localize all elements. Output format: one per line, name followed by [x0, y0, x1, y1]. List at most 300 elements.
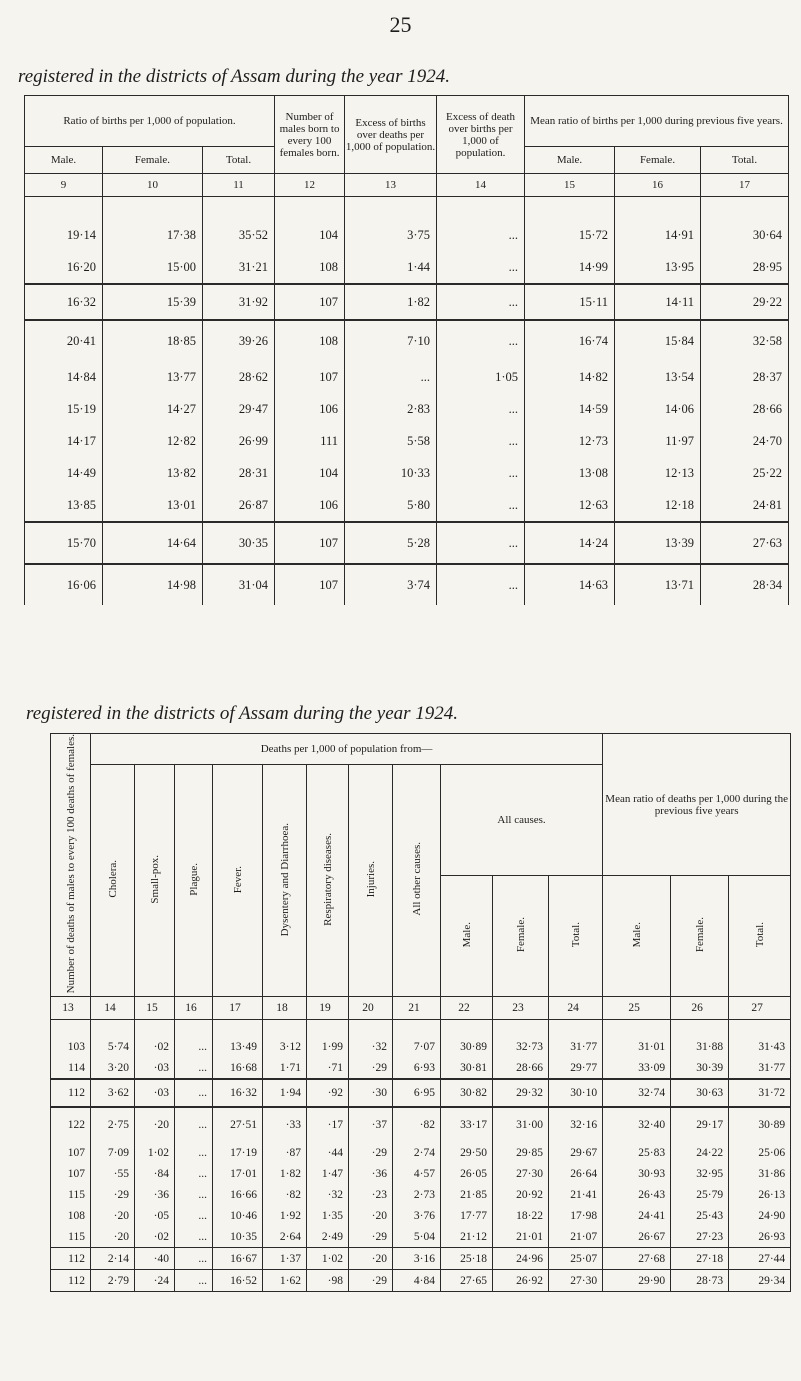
table-cell: 14·49	[25, 457, 103, 489]
table-cell: ·23	[349, 1184, 393, 1205]
table-cell: 6·95	[393, 1079, 441, 1107]
table-cell: 1·02	[307, 1248, 349, 1270]
table-cell: 24·70	[701, 425, 789, 457]
table-cell: 15·11	[525, 284, 615, 320]
table-cell: ·98	[307, 1270, 349, 1292]
table-cell: 104	[275, 219, 345, 251]
table-cell: ...	[175, 1057, 213, 1079]
table-row	[25, 320, 789, 361]
table-cell: 16·66	[213, 1184, 263, 1205]
table-cell: ...	[437, 251, 525, 284]
table-cell: ·82	[393, 1107, 441, 1142]
table-cell: 107	[275, 522, 345, 564]
birth-ratio-header: Ratio of births per 1,000 of population.	[25, 96, 275, 147]
table-cell: 29·67	[549, 1142, 603, 1163]
column-number: 17	[213, 997, 263, 1020]
table-cell: ...	[437, 489, 525, 522]
mean-total-header: Total.	[729, 876, 791, 997]
table-cell: ·33	[263, 1107, 307, 1142]
column-number: 20	[349, 997, 393, 1020]
table-cell: 14·24	[525, 522, 615, 564]
table-cell: 24·90	[729, 1205, 791, 1226]
table-cell: 10·46	[213, 1205, 263, 1226]
table-cell: 21·01	[493, 1226, 549, 1248]
table-cell: 14·98	[103, 564, 203, 605]
table-cell: 16·32	[25, 284, 103, 320]
table-cell: 15·19	[25, 393, 103, 425]
table-row	[25, 457, 789, 489]
table-cell: 24·41	[603, 1205, 671, 1226]
table-cell: 29·32	[493, 1079, 549, 1107]
column-number: 16	[175, 997, 213, 1020]
table-cell: 27·30	[493, 1163, 549, 1184]
table-cell: 28·31	[203, 457, 275, 489]
table-cell: 31·21	[203, 251, 275, 284]
table-cell: 32·16	[549, 1107, 603, 1142]
table-cell: 16·74	[525, 320, 615, 361]
table-cell: 25·18	[441, 1248, 493, 1270]
table-cell: ·29	[349, 1226, 393, 1248]
table-cell: 27·65	[441, 1270, 493, 1292]
table-cell: 1·44	[345, 251, 437, 284]
table-cell: 12·73	[525, 425, 615, 457]
table-cell: 25·79	[671, 1184, 729, 1205]
table-cell: 108	[51, 1205, 91, 1226]
table-cell: 25·83	[603, 1142, 671, 1163]
table-cell: 31·01	[603, 1036, 671, 1057]
total-header: Total.	[549, 876, 603, 997]
table-cell: 14·82	[525, 361, 615, 393]
table-cell: 20·41	[25, 320, 103, 361]
table-cell: 11·97	[615, 425, 701, 457]
column-number: 19	[307, 997, 349, 1020]
table-cell: ...	[175, 1142, 213, 1163]
mean-female-header: Female.	[615, 147, 701, 174]
table-cell: 28·62	[203, 361, 275, 393]
table-cell: ·20	[349, 1248, 393, 1270]
table-cell: ...	[175, 1205, 213, 1226]
table-cell: 14·11	[615, 284, 701, 320]
column-number: 25	[603, 997, 671, 1020]
deaths-table-body	[51, 1036, 791, 1292]
table-cell: ·87	[263, 1142, 307, 1163]
table-cell: ...	[437, 320, 525, 361]
table-row	[51, 1270, 791, 1292]
table-cell: ·30	[349, 1079, 393, 1107]
table-row	[51, 1079, 791, 1107]
table-cell: ...	[175, 1163, 213, 1184]
table-cell: ·29	[91, 1184, 135, 1205]
table-cell: 16·32	[213, 1079, 263, 1107]
table-cell: 21·41	[549, 1184, 603, 1205]
table-cell: 16·67	[213, 1248, 263, 1270]
table-cell: 2·79	[91, 1270, 135, 1292]
table-row	[25, 361, 789, 393]
table-row	[25, 564, 789, 605]
table-row	[51, 1184, 791, 1205]
table-cell: 1·05	[437, 361, 525, 393]
table-cell: 26·87	[203, 489, 275, 522]
mean-births-header: Mean ratio of births per 1,000 during previous five years.	[525, 96, 789, 147]
table-cell: 3·62	[91, 1079, 135, 1107]
table-cell: 28·37	[701, 361, 789, 393]
table-cell: 26·43	[603, 1184, 671, 1205]
column-number: 15	[525, 174, 615, 197]
table-cell: 13·01	[103, 489, 203, 522]
column-number: 17	[701, 174, 789, 197]
table-cell: 13·82	[103, 457, 203, 489]
table-cell: 26·99	[203, 425, 275, 457]
column-number: 21	[393, 997, 441, 1020]
table-cell: 122	[51, 1107, 91, 1142]
mean-male-header: Male.	[603, 876, 671, 997]
table-cell: ·36	[349, 1163, 393, 1184]
table-cell: 3·20	[91, 1057, 135, 1079]
table-cell: 31·43	[729, 1036, 791, 1057]
table-row	[51, 1057, 791, 1079]
table-cell: 28·66	[493, 1057, 549, 1079]
table-cell: 33·09	[603, 1057, 671, 1079]
table-cell: 1·02	[135, 1142, 175, 1163]
table-cell: 29·90	[603, 1270, 671, 1292]
table-cell: ·05	[135, 1205, 175, 1226]
table-cell: 30·64	[701, 219, 789, 251]
table-cell: 2·75	[91, 1107, 135, 1142]
deaths-from-header: Deaths per 1,000 of population from—	[91, 734, 603, 765]
table-cell: 14·64	[103, 522, 203, 564]
plague-header: Plague.	[175, 765, 213, 997]
table-cell: 27·63	[701, 522, 789, 564]
table-cell: 31·77	[729, 1057, 791, 1079]
table-cell: 31·72	[729, 1079, 791, 1107]
table-cell: 1·62	[263, 1270, 307, 1292]
table-cell: 5·58	[345, 425, 437, 457]
table-cell: 29·50	[441, 1142, 493, 1163]
column-number: 24	[549, 997, 603, 1020]
table-cell: 13·71	[615, 564, 701, 605]
table-cell: ...	[175, 1270, 213, 1292]
table-cell: 15·72	[525, 219, 615, 251]
table-cell: 30·89	[441, 1036, 493, 1057]
column-number: 9	[25, 174, 103, 197]
table-cell: 107	[275, 284, 345, 320]
table-cell: 16·52	[213, 1270, 263, 1292]
table-cell: 10·33	[345, 457, 437, 489]
table-cell: 112	[51, 1079, 91, 1107]
table-cell: 15·39	[103, 284, 203, 320]
table-cell: 26·92	[493, 1270, 549, 1292]
table-cell: 25·06	[729, 1142, 791, 1163]
column-number: 22	[441, 997, 493, 1020]
table-cell: 21·07	[549, 1226, 603, 1248]
table-cell: 1·82	[263, 1163, 307, 1184]
column-number: 26	[671, 997, 729, 1020]
table-cell: 28·34	[701, 564, 789, 605]
table-cell: 21·12	[441, 1226, 493, 1248]
table-cell: 26·93	[729, 1226, 791, 1248]
table-cell: ·02	[135, 1036, 175, 1057]
males-per-100-header: Number of males born to every 100 females born.	[275, 96, 345, 174]
table-cell: 14·59	[525, 393, 615, 425]
column-number: 13	[51, 997, 91, 1020]
table-cell: 104	[275, 457, 345, 489]
mean-total-header: Total.	[701, 147, 789, 174]
table-cell: 15·84	[615, 320, 701, 361]
table-cell: 17·01	[213, 1163, 263, 1184]
table-cell: ...	[175, 1079, 213, 1107]
table-cell: 111	[275, 425, 345, 457]
table-cell: 21·85	[441, 1184, 493, 1205]
excess-births-header: Excess of births over deaths per 1,000 of population.	[345, 96, 437, 174]
table-cell: 1·82	[345, 284, 437, 320]
table-cell: 16·06	[25, 564, 103, 605]
table-row	[51, 1107, 791, 1142]
table-row	[25, 219, 789, 251]
table-cell: 14·63	[525, 564, 615, 605]
table-cell: 1·47	[307, 1163, 349, 1184]
death-ratio-header: Number of deaths of males to every 100 deaths of females.	[51, 734, 91, 997]
table-cell: 106	[275, 489, 345, 522]
male-header: Male.	[441, 876, 493, 997]
column-number: 13	[345, 174, 437, 197]
table-cell: 30·82	[441, 1079, 493, 1107]
dysentery-header: Dysentery and Diarrhoea.	[263, 765, 307, 997]
table-cell: 24·81	[701, 489, 789, 522]
table-row	[51, 1226, 791, 1248]
table-cell: 3·76	[393, 1205, 441, 1226]
table-cell: 26·64	[549, 1163, 603, 1184]
births-table-body	[25, 219, 789, 605]
table-cell: 15·00	[103, 251, 203, 284]
table-cell: 3·12	[263, 1036, 307, 1057]
table-cell: 112	[51, 1248, 91, 1270]
table-cell: 39·26	[203, 320, 275, 361]
table-cell: 26·05	[441, 1163, 493, 1184]
table-cell: ...	[175, 1248, 213, 1270]
table-cell: 16·68	[213, 1057, 263, 1079]
table-cell: 27·30	[549, 1270, 603, 1292]
table-cell: 29·85	[493, 1142, 549, 1163]
table-cell: 1·71	[263, 1057, 307, 1079]
column-number: 16	[615, 174, 701, 197]
table-cell: 7·09	[91, 1142, 135, 1163]
table-row	[51, 1036, 791, 1057]
table-cell: 12·13	[615, 457, 701, 489]
table-cell: 28·73	[671, 1270, 729, 1292]
table-row	[25, 393, 789, 425]
table-cell: 32·40	[603, 1107, 671, 1142]
table-cell: 5·74	[91, 1036, 135, 1057]
table-cell: ·82	[263, 1184, 307, 1205]
table-cell: 2·73	[393, 1184, 441, 1205]
table-cell: ...	[175, 1184, 213, 1205]
mean-male-header: Male.	[525, 147, 615, 174]
table-cell: ·17	[307, 1107, 349, 1142]
table-cell: 13·54	[615, 361, 701, 393]
table-cell: 27·44	[729, 1248, 791, 1270]
table-cell: ·36	[135, 1184, 175, 1205]
table-cell: 107	[51, 1163, 91, 1184]
table-cell: 31·88	[671, 1036, 729, 1057]
table-cell: 31·00	[493, 1107, 549, 1142]
table-cell: 2·49	[307, 1226, 349, 1248]
table-cell: 32·73	[493, 1036, 549, 1057]
table-cell: 18·85	[103, 320, 203, 361]
table-cell: 115	[51, 1184, 91, 1205]
table-cell: 14·27	[103, 393, 203, 425]
female-header: Female.	[493, 876, 549, 997]
table-cell: 12·18	[615, 489, 701, 522]
table-cell: ·20	[135, 1107, 175, 1142]
table-cell: 13·49	[213, 1036, 263, 1057]
table-cell: 3·74	[345, 564, 437, 605]
table-cell: 27·51	[213, 1107, 263, 1142]
table-cell: 29·47	[203, 393, 275, 425]
smallpox-header: Small-pox.	[135, 765, 175, 997]
table-cell: ·29	[349, 1270, 393, 1292]
table-cell: 5·28	[345, 522, 437, 564]
table-cell: ...	[437, 219, 525, 251]
table-cell: 29·17	[671, 1107, 729, 1142]
table-cell: ...	[175, 1036, 213, 1057]
table-cell: ·37	[349, 1107, 393, 1142]
table-cell: 16·20	[25, 251, 103, 284]
table-cell: ...	[437, 522, 525, 564]
table-cell: 25·43	[671, 1205, 729, 1226]
table-cell: 30·89	[729, 1107, 791, 1142]
table-cell: 31·77	[549, 1036, 603, 1057]
table-cell: 1·35	[307, 1205, 349, 1226]
table-cell: 15·70	[25, 522, 103, 564]
table-cell: ·32	[349, 1036, 393, 1057]
table-row	[51, 1142, 791, 1163]
table-row	[51, 1205, 791, 1226]
table-cell: 1·99	[307, 1036, 349, 1057]
table-cell: 112	[51, 1270, 91, 1292]
table-cell: ·44	[307, 1142, 349, 1163]
table-cell: 20·92	[493, 1184, 549, 1205]
table-cell: 3·75	[345, 219, 437, 251]
table-cell: 17·19	[213, 1142, 263, 1163]
column-number: 27	[729, 997, 791, 1020]
table-cell: 14·17	[25, 425, 103, 457]
table-cell: 17·77	[441, 1205, 493, 1226]
female-header: Female.	[103, 147, 203, 174]
table-cell: 4·84	[393, 1270, 441, 1292]
table-cell: 30·93	[603, 1163, 671, 1184]
births-table	[24, 95, 789, 605]
table-cell: ·03	[135, 1057, 175, 1079]
column-number: 11	[203, 174, 275, 197]
table-cell: ·32	[307, 1184, 349, 1205]
excess-deaths-header: Excess of death over births per 1,000 of population.	[437, 96, 525, 174]
table-cell: 31·04	[203, 564, 275, 605]
table-cell: 31·92	[203, 284, 275, 320]
mean-deaths-header: Mean ratio of deaths per 1,000 during the previous five years	[603, 734, 791, 876]
table-cell: 32·58	[701, 320, 789, 361]
table-cell: 107	[275, 361, 345, 393]
table-cell: 17·38	[103, 219, 203, 251]
table-cell: 108	[275, 251, 345, 284]
table-cell: 103	[51, 1036, 91, 1057]
table-cell: 29·77	[549, 1057, 603, 1079]
fever-header: Fever.	[213, 765, 263, 997]
table-cell: ...	[345, 361, 437, 393]
table-cell: ·29	[349, 1142, 393, 1163]
cholera-header: Cholera.	[91, 765, 135, 997]
table-cell: ...	[437, 393, 525, 425]
table-cell: 35·52	[203, 219, 275, 251]
table-cell: 13·77	[103, 361, 203, 393]
table-cell: ...	[437, 564, 525, 605]
table-cell: 27·68	[603, 1248, 671, 1270]
table-cell: ·20	[91, 1226, 135, 1248]
table-cell: 106	[275, 393, 345, 425]
table-cell: 107	[275, 564, 345, 605]
table-cell: 30·35	[203, 522, 275, 564]
mean-female-header: Female.	[671, 876, 729, 997]
table-cell: 14·84	[25, 361, 103, 393]
column-number: 14	[91, 997, 135, 1020]
table-cell: 29·22	[701, 284, 789, 320]
bottom-table-heading: registered in the districts of Assam during the year 1924.	[26, 703, 459, 724]
table-row	[51, 1248, 791, 1270]
table-cell: 26·13	[729, 1184, 791, 1205]
table-cell: ·71	[307, 1057, 349, 1079]
table-row	[25, 425, 789, 457]
table-cell: 30·63	[671, 1079, 729, 1107]
table-cell: ·29	[349, 1057, 393, 1079]
column-number: 14	[437, 174, 525, 197]
column-number: 12	[275, 174, 345, 197]
table-cell: 13·85	[25, 489, 103, 522]
table-cell: ·20	[91, 1205, 135, 1226]
table-cell: ...	[437, 284, 525, 320]
table-cell: 2·83	[345, 393, 437, 425]
table-cell: 1·92	[263, 1205, 307, 1226]
table-cell: 31·86	[729, 1163, 791, 1184]
table-cell: 12·82	[103, 425, 203, 457]
table-cell: 18·22	[493, 1205, 549, 1226]
table-cell: 17·98	[549, 1205, 603, 1226]
respiratory-header: Respiratory diseases.	[307, 765, 349, 997]
table-cell: 115	[51, 1226, 91, 1248]
deaths-table	[50, 733, 791, 1292]
table-cell: 14·99	[525, 251, 615, 284]
table-row	[25, 284, 789, 320]
total-header: Total.	[203, 147, 275, 174]
other-causes-header: All other causes.	[393, 765, 441, 997]
table-cell: 12·63	[525, 489, 615, 522]
table-cell: 28·66	[701, 393, 789, 425]
table-cell: 13·95	[615, 251, 701, 284]
table-cell: ·55	[91, 1163, 135, 1184]
column-number: 15	[135, 997, 175, 1020]
table-cell: 7·07	[393, 1036, 441, 1057]
table-cell: 24·22	[671, 1142, 729, 1163]
page-number: 25	[389, 12, 412, 37]
table-cell: 1·94	[263, 1079, 307, 1107]
table-cell: 14·06	[615, 393, 701, 425]
table-cell: 27·18	[671, 1248, 729, 1270]
table-cell: 5·80	[345, 489, 437, 522]
table-cell: ...	[437, 425, 525, 457]
table-cell: ·92	[307, 1079, 349, 1107]
table-cell: ...	[175, 1226, 213, 1248]
column-number: 10	[103, 174, 203, 197]
table-cell: 13·08	[525, 457, 615, 489]
table-cell: 5·04	[393, 1226, 441, 1248]
